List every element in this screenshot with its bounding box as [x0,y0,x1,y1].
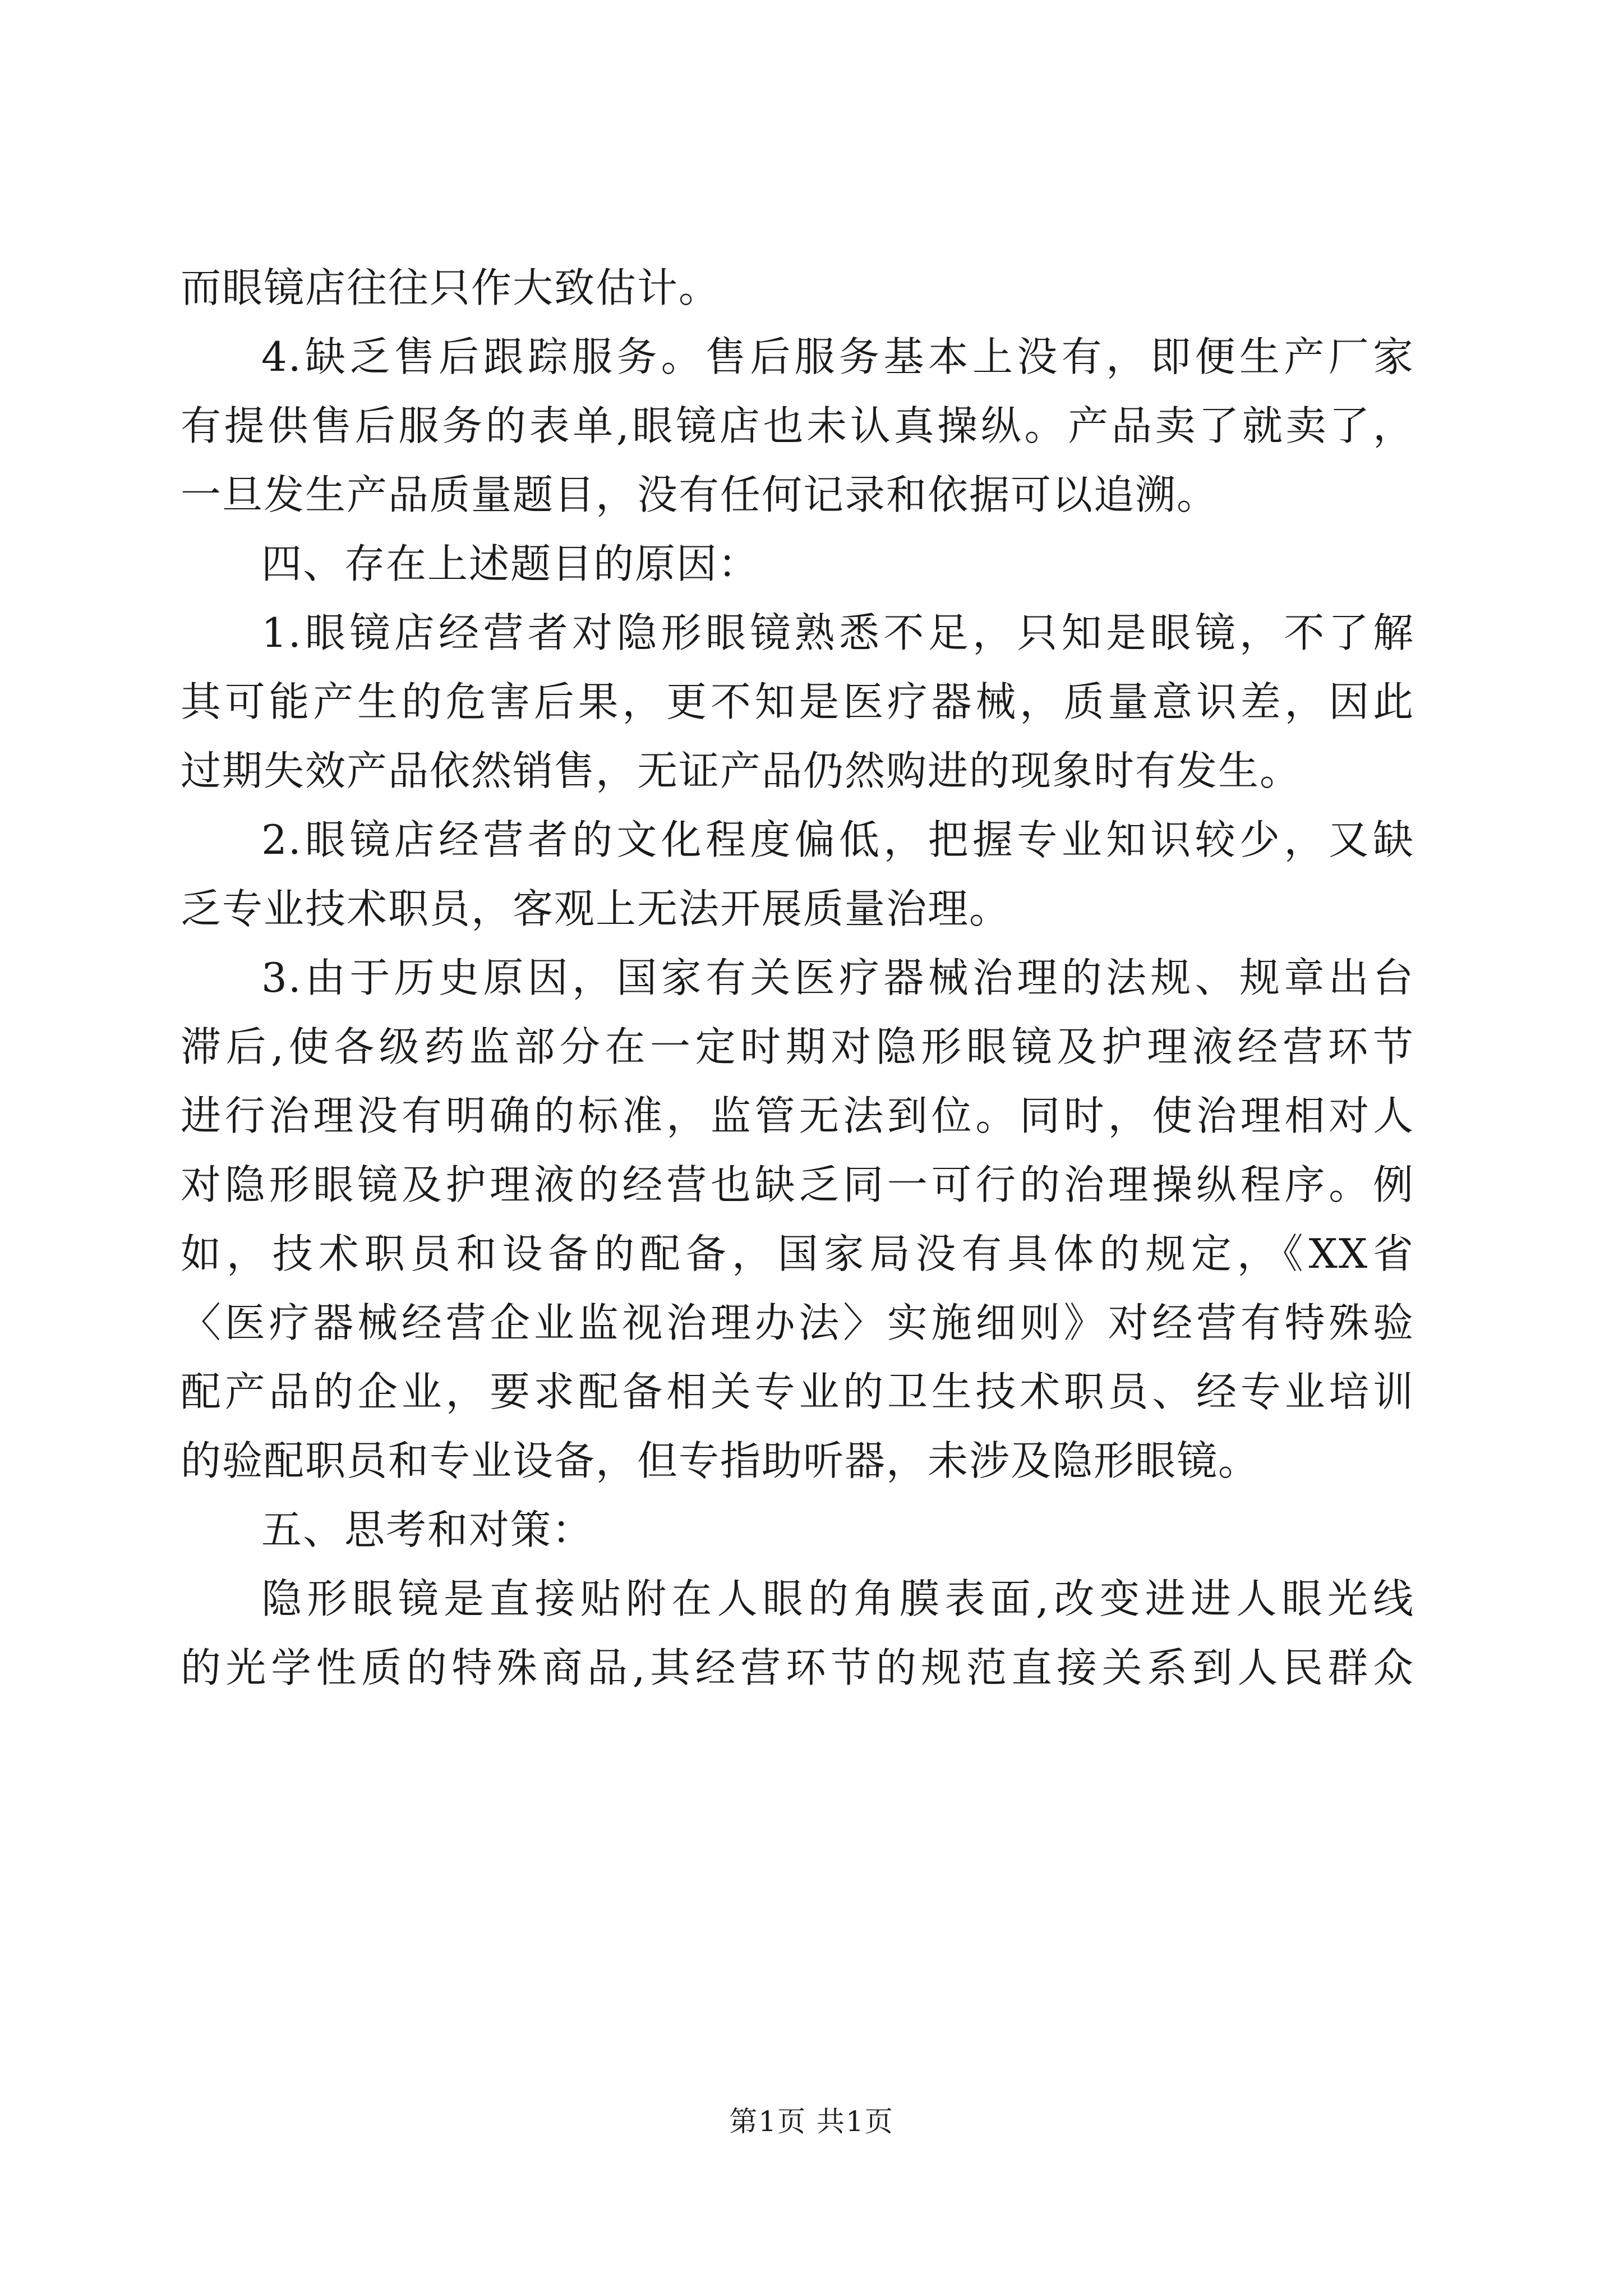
text-line: 〈医疗器械经营企业监视治理办法〉实施细则》对经营有特殊验 [181,1299,1414,1346]
text-line: 进行治理没有明确的标准，监管无法到位。同时，使治理相对人 [181,1092,1414,1139]
section-heading: 五、思考和对策： [261,1506,594,1553]
text-line: 乏专业技术职员，客观上无法开展质量治理。 [181,885,1011,932]
text-line: 对隐形眼镜及护理液的经营也缺乏同一可行的治理操纵程序。例 [181,1161,1414,1208]
text-line: 其可能产生的危害后果，更不知是医疗器械，质量意识差，因此 [181,678,1414,725]
text-line: 4.缺乏售后跟踪服务。售后服务基本上没有，即便生产厂家 [261,333,1414,380]
text-line: 的光学性质的特殊商品,其经营环节的规范直接关系到人民群众 [181,1644,1414,1691]
text-line: 如，技术职员和设备的配备，国家局没有具体的规定，《XX省 [181,1230,1414,1277]
text-line: 隐形眼镜是直接贴附在人眼的角膜表面,改变进进人眼光线 [261,1575,1414,1622]
text-line: 配产品的企业，要求配备相关专业的卫生技术职员、经专业培训 [181,1368,1414,1415]
document-body [181,254,1414,1703]
text-line: 一旦发生产品质量题目，没有任何记录和依据可以追溯。 [181,471,1219,518]
text-line: 而眼镜店往往只作大致估计。 [181,264,721,311]
text-line: 2.眼镜店经营者的文化程度偏低，把握专业知识较少，又缺 [261,816,1414,863]
text-line: 1.眼镜店经营者对隐形眼镜熟悉不足，只知是眼镜，不了解 [261,609,1414,656]
text-line: 有提供售后服务的表单,眼镜店也未认真操纵。产品卖了就卖了， [181,402,1414,449]
text-line: 3.由于历史原因，国家有关医疗器械治理的法规、规章出台 [261,954,1414,1001]
text-line: 的验配职员和专业设备，但专指助听器，未涉及隐形眼镜。 [181,1437,1260,1484]
text-line: 滞后,使各级药监部分在一定时期对隐形眼镜及护理液经营环节 [181,1023,1414,1070]
text-line: 过期失效产品依然销售，无证产品仍然购进的现象时有发生。 [181,747,1302,794]
page-footer: 第1页 共1页 [729,2105,894,2138]
section-heading: 四、存在上述题目的原因： [261,540,760,587]
